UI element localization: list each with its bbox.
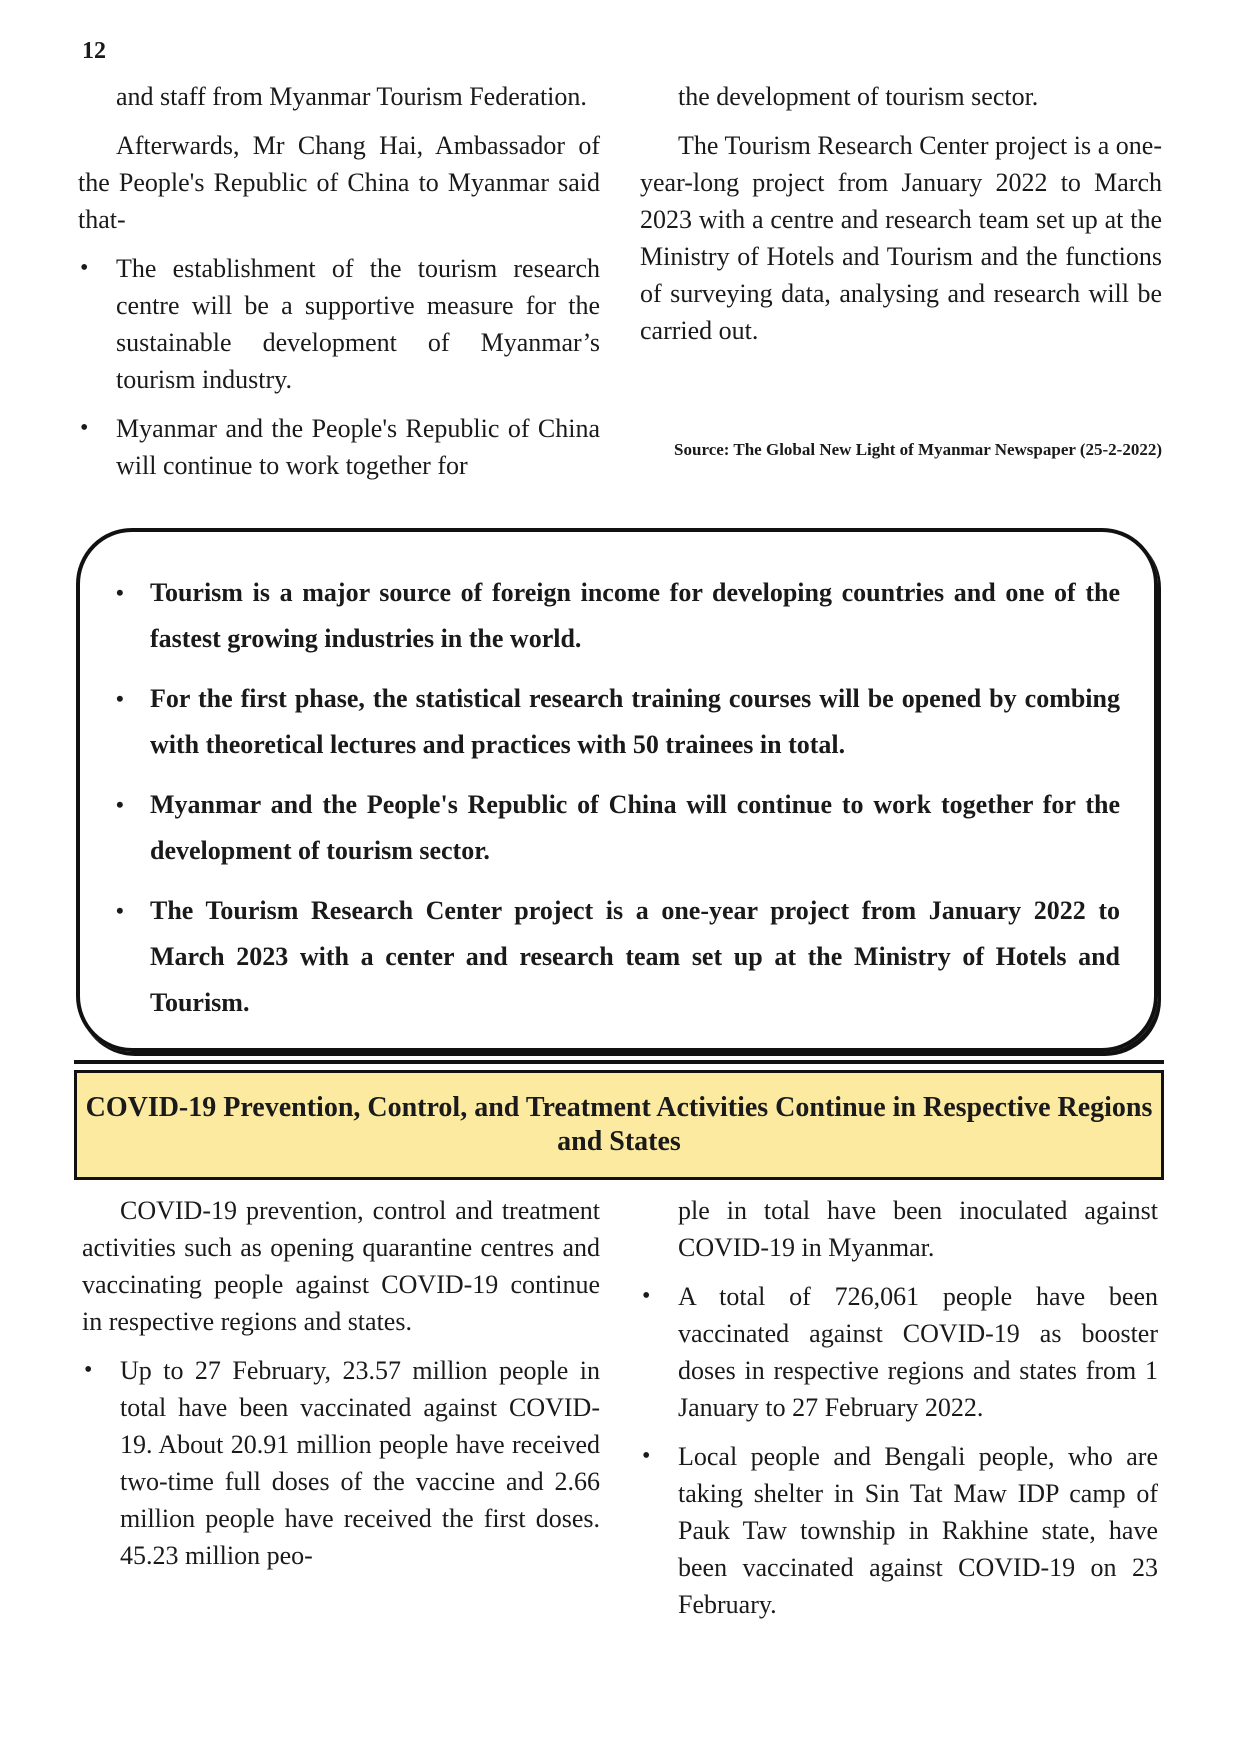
article-column-top-left: [78, 78, 600, 496]
paragraph: ple in total have been inoculated against COVID-19 in Myanmar.: [678, 1196, 1158, 1262]
section-headline: COVID-19 Prevention, Control, and Treatment Activities Continue in Respective Regions and States: [74, 1070, 1164, 1180]
summary-item: • The Tourism Research Center project is a one-year project from January 2022 to March 2023 with a center and research team set up at the Ministry of Hotels and Tourism.: [110, 888, 1120, 1026]
article-column-bottom-left: [82, 1192, 600, 1586]
bullet-list: [78, 250, 600, 484]
bullet-list: [82, 1352, 600, 1574]
summary-box: [76, 528, 1158, 1052]
summary-item: • For the first phase, the statistical research training courses will be opened by combing with theoretical lectures and practices with 50 trainees in total.: [110, 676, 1120, 768]
paragraph: The Tourism Research Center project is a one-year-long project from January 2022 to March 2023 with a centre and research team set up at the Ministry of Hotels and Tourism and the functions of surveying data, analysing and research will be carried out.: [640, 131, 1162, 345]
summary-list: [110, 570, 1120, 1040]
bullet-item: • The establishment of the tourism research centre will be a supportive measure for the sustainable development of Myanmar’s tourism industry.: [78, 250, 600, 398]
bullet-item: • Local people and Bengali people, who are taking shelter in Sin Tat Maw IDP camp of Pauk Taw township in Rakhine state, have been vaccinated against COVID-19 on 23 February.: [640, 1438, 1158, 1623]
article-column-top-right: [640, 78, 1162, 361]
article-column-bottom-right: [640, 1192, 1158, 1635]
paragraph: the development of tourism sector.: [678, 82, 1039, 111]
summary-item: • Tourism is a major source of foreign income for developing countries and one of the fastest growing industries in the world.: [110, 570, 1120, 662]
summary-item: • Myanmar and the People's Republic of China will continue to work together for the development of tourism sector.: [110, 782, 1120, 874]
paragraph: and staff from Myanmar Tourism Federation.: [116, 82, 587, 111]
bullet-item: • Up to 27 February, 23.57 million people in total have been vaccinated against COVID-19. About 20.91 million people have received two-time full doses of the vaccine and 2.66 million people have received the first doses. 45.23 million peo-: [82, 1352, 600, 1574]
page-number: 12: [82, 38, 106, 64]
bullet-item: • A total of 726,061 people have been vaccinated against COVID-19 as booster doses in respective regions and states from 1 January to 27 February 2022.: [640, 1278, 1158, 1426]
bullet-list: [640, 1278, 1158, 1623]
source-citation: Source: The Global New Light of Myanmar Newspaper (25-2-2022): [674, 440, 1162, 459]
paragraph: Afterwards, Mr Chang Hai, Ambassador of the People's Republic of China to Myanmar said that-: [78, 131, 600, 234]
section-divider: [74, 1060, 1164, 1064]
paragraph: COVID-19 prevention, control and treatment activities such as opening quarantine centres and vaccinating people against COVID-19 continue in respective regions and states.: [82, 1196, 600, 1336]
bullet-item: • Myanmar and the People's Republic of China will continue to work together for: [78, 410, 600, 484]
